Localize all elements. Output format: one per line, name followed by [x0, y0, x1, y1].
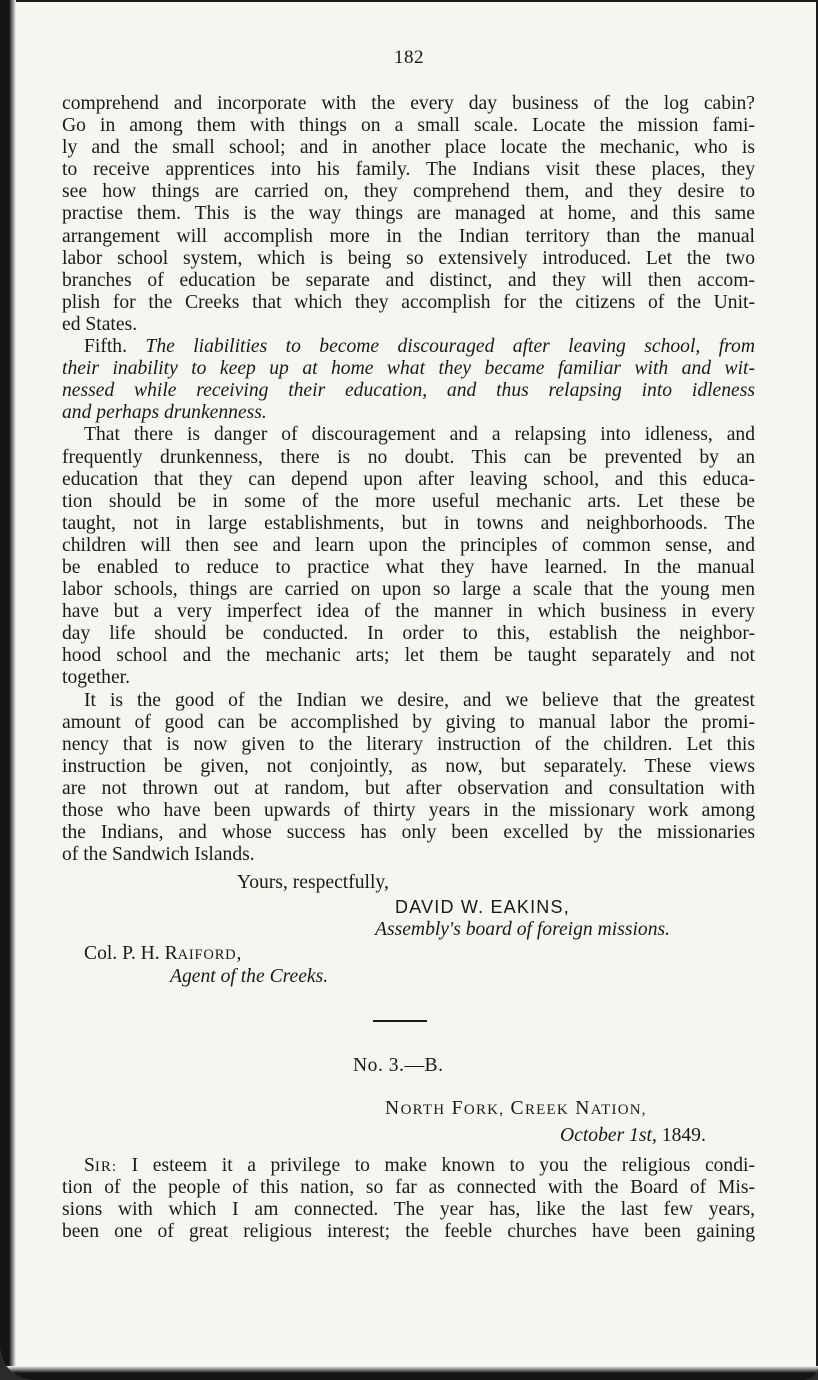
section-heading: No. 3.—B.	[353, 1055, 444, 1076]
text-line: ed States.	[62, 313, 138, 335]
text-line: have but a very imperfect idea of the manner in which business in every	[62, 601, 755, 623]
text-line: sions with which I am connected. The year has, like the last few years,	[62, 1199, 755, 1221]
page-edge-shadow-bottom	[0, 1366, 818, 1380]
text-line: and perhaps drunkenness.	[62, 402, 267, 424]
paragraph-lead: Fifth.	[84, 336, 128, 358]
text-line: of the Sandwich Islands.	[62, 844, 255, 866]
place-initial: N	[575, 1098, 591, 1119]
recipient-name-small-caps: AIFORD	[177, 947, 237, 963]
section-divider	[373, 1020, 427, 1022]
place-word: ORK,	[463, 1102, 505, 1118]
salutation-initial: S	[84, 1155, 95, 1176]
text-line: branches of education be separate and distinct, and they will then accom-	[62, 269, 755, 291]
text-line: taught, not in large establishments, but in towns and neighborhoods. The	[62, 512, 755, 534]
recipient-name	[84, 943, 241, 965]
text-line	[62, 336, 755, 358]
letter-date-year: 1849.	[661, 1125, 706, 1146]
place-word: REEK	[524, 1102, 569, 1118]
text-line: amount of good can be accomplished by giving to manual labor the promi-	[62, 711, 755, 733]
text-line: labor school system, which is being so extensively introduced. Let the two	[62, 247, 755, 269]
text-line: Go in among them with things on a small scale. Locate the mission fami-	[62, 115, 755, 137]
text-line: labor schools, things are carried on upon so large a scale that the young men	[62, 579, 755, 601]
place-initial: C	[510, 1098, 525, 1119]
text-line: are not thrown out at random, but after observation and consultation with	[62, 777, 755, 799]
recipient-name-suffix: ,	[236, 943, 242, 964]
letter-place	[385, 1098, 647, 1120]
page-edge-shadow-left	[0, 0, 16, 1380]
text-line: nessed while receiving their education, and thus relapsing into idleness	[62, 380, 755, 402]
text-line: nency that is now given to the literary instruction of the children. Let this	[62, 733, 755, 755]
letter-date-day: October 1st,	[560, 1125, 657, 1146]
place-word: ORTH	[400, 1102, 446, 1118]
page-number: 182	[394, 47, 424, 68]
signer-name: DAVID W. EAKINS,	[395, 897, 570, 917]
text-line	[62, 1155, 755, 1177]
place-word: ATION,	[590, 1102, 647, 1118]
text-line: the Indians, and whose success has only been excelled by the missionaries	[62, 822, 755, 844]
text-line: That there is danger of discouragement and a relapsing into idleness, and	[84, 424, 755, 446]
recipient-name-prefix: Col. P. H. R	[84, 943, 178, 964]
text-line: those who have been upwards of thirty years in the missionary work among	[62, 800, 755, 821]
letter-body	[62, 93, 755, 866]
text-line: arrangement will accomplish more in the Indian territory than the manual	[62, 225, 755, 247]
text-line: been one of great religious interest; the feeble churches have been gaining	[62, 1221, 755, 1243]
text-line: children will then see and learn upon the principles of common sense, and	[62, 534, 755, 556]
text-line: day life should be conducted. In order to this, establish the neighbor-	[62, 623, 755, 645]
text-line: ly and the small school; and in another place locate the mechanic, who is	[62, 137, 755, 159]
valediction: Yours, respectfully,	[237, 872, 389, 893]
text-line: practise them. This is the way things are managed at home, and this same	[62, 203, 755, 225]
text-line: see how things are carried on, they comprehend them, and they desire to	[62, 181, 755, 203]
second-letter-body	[62, 1155, 755, 1243]
text-line: tion of the people of this nation, so far as connected with the Board of Mis-	[62, 1177, 755, 1199]
letter-line-text: I esteem it a privilege to make known to you the religious condi-	[131, 1155, 755, 1176]
text-line: comprehend and incorporate with the every day business of the log cabin?	[62, 93, 755, 114]
text-line: It is the good of the Indian we desire, and we believe that the greatest	[84, 689, 755, 711]
recipient-title: Agent of the Creeks.	[170, 966, 329, 987]
text-line: hood school and the mechanic arts; let them be taught separately and not	[62, 645, 755, 667]
text-line: tion should be in some of the more useful mechanic arts. Let these be	[62, 490, 755, 512]
text-line: instruction be given, not conjointly, as now, but separately. These views	[62, 755, 755, 777]
place-initial: N	[385, 1098, 401, 1119]
text-line: together.	[62, 667, 131, 689]
signer-title: Assembly's board of foreign missions.	[375, 919, 671, 940]
text-line: their inability to keep up at home what they became familiar with and wit-	[62, 358, 755, 380]
text-line: plish for the Creeks that which they accomplish for the citizens of the Unit-	[62, 291, 755, 313]
text-line: to receive apprentices into his family. The Indians visit these places, they	[62, 159, 755, 181]
text-line: be enabled to reduce to practice what they have learned. In the manual	[62, 556, 755, 578]
salutation: IR:	[94, 1159, 118, 1175]
place-initial: F	[451, 1098, 464, 1119]
text-line: frequently drunkenness, there is no doubt. This can be prevented by an	[62, 446, 755, 468]
text-line: education that they can depend upon after leaving school, and this educa-	[62, 468, 755, 490]
italic-text: The liabilities to become discouraged after leaving school, from	[145, 336, 755, 358]
letter-date	[560, 1125, 706, 1147]
